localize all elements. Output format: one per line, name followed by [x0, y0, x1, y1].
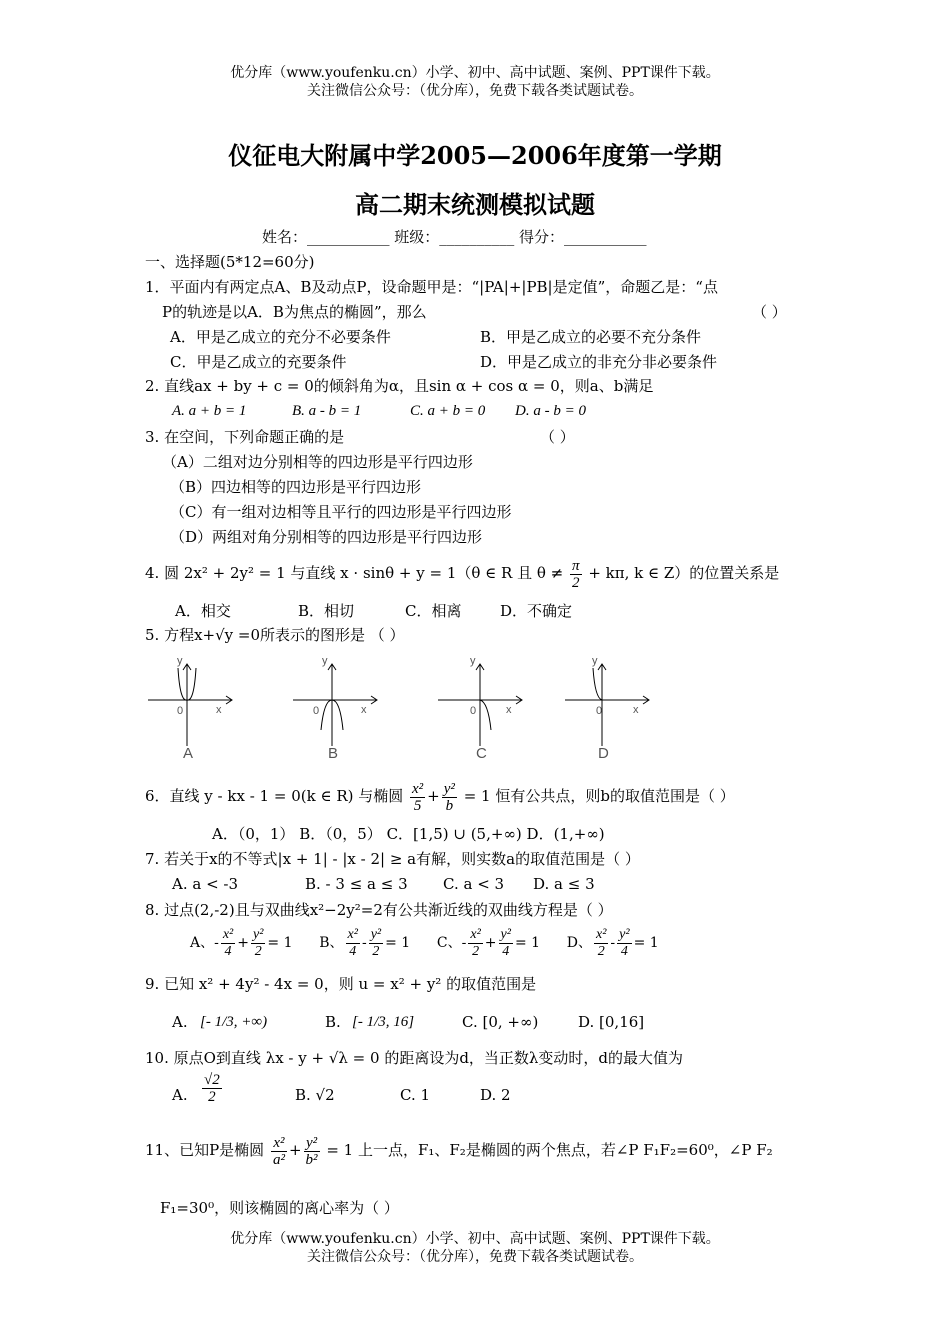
q8-d-label: D、 — [566, 935, 592, 951]
header-line-1: 优分库（www.youfenku.cn）小学、初中、高中试题、案例、PPT课件下载。 — [230, 65, 720, 81]
q3-answer-paren: （ ） — [540, 428, 575, 446]
q8-b-frac2-num: y² — [370, 926, 382, 942]
q8-c-frac1 — [468, 927, 482, 960]
q8-d-frac1 — [594, 927, 608, 960]
student-info-line: 姓名：___________ 班级：__________ 得分：___________ — [262, 228, 647, 246]
q8-c-eq: = 1 — [514, 935, 541, 951]
q11-stem-part-b: = 1 上一点，F₁、F₂是椭圆的两个焦点，若∠P F₁F₂=60⁰，∠P F₂ — [326, 1141, 773, 1159]
q8-a-frac1 — [221, 927, 235, 960]
q10-stem: 10. 原点O到直线 λx - y + √λ = 0 的距离设为d，当正数λ变动时，d的最大值为 — [145, 1049, 684, 1067]
q11-stem-part-a: 11、已知P是椭圆 — [145, 1141, 265, 1159]
q8-d-frac2-den: 4 — [620, 943, 628, 959]
q8-c-frac2 — [499, 927, 513, 960]
q6-frac1-num: x² — [412, 780, 424, 797]
q3-option-a: （A）二组对边分别相等的四边形是平行四边形 — [162, 453, 473, 471]
q8-b-frac1-den: 4 — [349, 943, 357, 959]
q1-option-d: D．甲是乙成立的非充分非必要条件 — [480, 353, 718, 371]
q7-option-b: B. - 3 ≤ a ≤ 3 — [305, 875, 408, 893]
q3-option-b: （B）四边相等的四边形是平行四边形 — [170, 478, 422, 496]
q8-d-frac1-den: 2 — [597, 943, 605, 959]
graph-d-curve — [593, 668, 602, 700]
q8-c-frac2-den: 4 — [502, 943, 510, 959]
q10-a-den: 2 — [208, 1089, 216, 1105]
q1-option-b: B．甲是乙成立的必要不充分条件 — [480, 328, 702, 346]
q11-frac2-num: y² — [304, 1135, 320, 1152]
q8-stem: 8. 过点(2,-2)且与双曲线x²−2y²=2有公共渐近线的双曲线方程是（ ） — [145, 901, 613, 919]
q8-b-frac2 — [369, 927, 383, 960]
graph-a-origin: 0 — [177, 705, 184, 717]
q11-stem-line-2: F₁=30⁰，则该椭圆的离心率为（ ） — [160, 1199, 399, 1217]
q8-option-a — [190, 926, 297, 959]
graph-c-x-label: x — [506, 704, 512, 716]
q10-option-b: B. √2 — [295, 1086, 335, 1104]
q8-c-frac1-den: 2 — [472, 943, 480, 959]
q9-option-a-value: [- 1/3, +∞) — [200, 1014, 268, 1030]
q11-stem: 11、已知P是椭圆 $\frac{\text{x²}}{\text{a²}}$ + $\frac{\text{y²}}{\text{b²}}$ = 1 上一点，F₁、F₂是椭圆的两个焦点，若∠P F₁F₂=60⁰，∠P F₂ — [145, 1134, 773, 1168]
q9-option-b-label: B. — [325, 1013, 341, 1031]
graph-c-origin: 0 — [470, 705, 477, 717]
q4-stem-part-b: + kπ, k ∈ Z）的位置关系是 — [588, 564, 780, 582]
q8-d-frac2 — [617, 927, 631, 960]
q8-b-label: B、 — [319, 935, 344, 951]
q8-options — [190, 922, 659, 964]
q2-option-b: B. a - b = 1 — [292, 403, 362, 419]
q4-stem — [145, 556, 779, 591]
q8-c-label: C、- — [436, 935, 467, 951]
q6-options: A．（0，1） B．（0，5） C．[1,5) ∪ (5,+∞) D．(1,+∞) — [212, 825, 605, 843]
q3-stem: 3. 在空间，下列命题正确的是 — [145, 428, 345, 446]
q8-d-eq: = 1 — [633, 935, 659, 951]
q10-option-c: C. 1 — [400, 1086, 431, 1104]
q4-fraction — [570, 558, 582, 591]
q9-stem: 9. 已知 x² + 4y² - 4x = 0，则 u = x² + y² 的取值范围是 — [145, 975, 537, 993]
graph-b-x-label: x — [361, 704, 367, 716]
graph-d-label: D — [598, 745, 609, 762]
q11-fraction-2 — [304, 1135, 320, 1168]
q5-graphs — [140, 650, 660, 765]
q8-a-frac2-num: y² — [253, 926, 264, 942]
q9-option-d: D. [0,16] — [578, 1013, 645, 1031]
header-line-2: 关注微信公众号：（优分库），免费下载各类试题试卷。 — [307, 83, 643, 99]
graph-b-label: B — [328, 745, 339, 762]
q9-option-c: C. [0, +∞) — [462, 1013, 539, 1031]
q1-stem-line-2: P的轨迹是以A．B为焦点的椭圆”，那么 — [162, 303, 427, 321]
q4-option-d: D．不确定 — [500, 602, 573, 620]
graph-a-y-label: y — [177, 655, 183, 667]
q8-d-frac1-num: x² — [596, 926, 607, 942]
q10-option-d: D. 2 — [480, 1086, 511, 1104]
q8-b-eq: = 1 — [385, 935, 411, 951]
q10-option-a-label: A. — [172, 1086, 188, 1104]
q4-option-c: C．相离 — [405, 602, 462, 620]
q7-option-a: A. a < -3 — [172, 875, 239, 893]
q8-b-frac2-den: 2 — [372, 943, 380, 959]
q6-stem: 6．直线 y - kx - 1 = 0(k ∈ R) 与椭圆 $\frac{\text{x²}}{5}$ + $\frac{\text{y²}}{b}$ = 1 恒有公共点，则b的取值范围是（ ） — [145, 780, 735, 814]
q8-c-frac1-num: x² — [470, 926, 481, 942]
q8-b-frac1-num: x² — [347, 926, 358, 942]
q4-option-a: A．相交 — [175, 602, 231, 620]
q1-answer-paren: （ ） — [752, 303, 787, 321]
q10-a-num: √2 — [204, 1072, 220, 1088]
q6-frac1-den: 5 — [413, 797, 422, 814]
q11-frac2-den: b² — [305, 1151, 318, 1168]
q8-option-b — [319, 926, 414, 959]
graph-c-label: C — [476, 745, 487, 762]
q8-a-frac2-den: 2 — [254, 943, 262, 959]
q8-option-c — [436, 926, 545, 959]
q8-a-label: A、- — [190, 935, 219, 951]
q8-d-frac2-num: y² — [619, 926, 630, 942]
q8-option-d — [566, 926, 659, 959]
graph-a-label: A — [183, 745, 194, 762]
q8-d-op: - — [610, 935, 616, 951]
q4-stem-part-a: 4. 圆 2x² + 2y² = 1 与直线 x · sinθ + y = 1（θ ∈ R 且 θ ≠ — [145, 564, 564, 582]
footer-line-2: 关注微信公众号：（优分库），免费下载各类试题试卷。 — [307, 1249, 643, 1265]
q8-c-op: + — [484, 935, 497, 951]
q3-option-c: （C）有一组对边相等且平行的四边形是平行四边形 — [170, 503, 512, 521]
graph-a-x-label: x — [216, 704, 222, 716]
q8-b-op: - — [361, 935, 367, 951]
q4-option-b: B．相切 — [298, 602, 355, 620]
q8-a-frac2 — [251, 927, 265, 960]
q2-stem: 2. 直线ax + by + c = 0的倾斜角为α，且sin α + cos α = 0，则a、b满足 — [145, 377, 654, 395]
q6-fraction-2 — [442, 781, 457, 814]
q8-b-frac1 — [346, 927, 360, 960]
page-subtitle: 高二期末统测模拟试题 — [355, 190, 595, 219]
q11-fraction-1 — [271, 1135, 287, 1168]
graph-c-y-label: y — [470, 655, 476, 667]
q9-option-a-label: A. — [172, 1013, 188, 1031]
graph-c-curve — [480, 700, 491, 730]
q11-frac1-den: a² — [272, 1151, 285, 1168]
q8-a-eq: = 1 — [267, 935, 293, 951]
footer-line-1: 优分库（www.youfenku.cn）小学、初中、高中试题、案例、PPT课件下载。 — [230, 1231, 720, 1247]
q9-option-b-value: [- 1/3, 16] — [352, 1014, 415, 1030]
q8-c-frac2-num: y² — [500, 926, 511, 942]
graph-d-origin: 0 — [596, 705, 603, 717]
q7-option-c: C. a < 3 — [443, 875, 505, 893]
q10-option-a-value — [200, 1072, 224, 1105]
q4-frac-den: 2 — [572, 574, 580, 591]
q6-fraction-1 — [410, 781, 425, 814]
q2-option-d: D. a - b = 0 — [515, 403, 586, 419]
q5-stem: 5. 方程x+√y =0所表示的图形是 （ ） — [145, 626, 405, 644]
q10-a-frac — [202, 1072, 222, 1105]
q4-frac-num: π — [572, 557, 580, 574]
q2-option-a: A. a + b = 1 — [172, 403, 247, 419]
q1-option-c: C．甲是乙成立的充要条件 — [170, 353, 347, 371]
graph-d-y-label: y — [592, 655, 598, 667]
q6-frac2-num: y² — [443, 780, 455, 797]
q8-a-frac1-den: 4 — [224, 943, 232, 959]
q7-stem: 7. 若关于x的不等式|x + 1| - |x - 2| ≥ a有解，则实数a的取值范围是（ ） — [145, 850, 640, 868]
q8-a-op: + — [237, 935, 249, 951]
q7-option-d: D. a ≤ 3 — [533, 875, 595, 893]
q2-option-c: C. a + b = 0 — [410, 403, 486, 419]
q6-stem-part-b: = 1 恒有公共点，则b的取值范围是（ ） — [463, 787, 735, 805]
q8-a-frac1-num: x² — [222, 926, 234, 942]
section-heading: 一、选择题(5*12=60分) — [145, 253, 315, 271]
q11-frac1-num: x² — [271, 1135, 287, 1152]
q6-frac2-den: b — [445, 797, 454, 814]
page-title: 仪征电大附属中学2005—2006年度第一学期 — [228, 141, 722, 170]
q3-option-d: （D）两组对角分别相等的四边形是平行四边形 — [170, 528, 483, 546]
q6-stem-part-a: 6．直线 y - kx - 1 = 0(k ∈ R) 与椭圆 — [145, 787, 404, 805]
q1-stem-line-1: 1．平面内有两定点A、B及动点P，设命题甲是：“|PA|+|PB|是定值”，命题乙是：“点 — [145, 278, 718, 296]
graph-d-x-label: x — [633, 704, 639, 716]
q1-option-a: A．甲是乙成立的充分不必要条件 — [170, 328, 391, 346]
graph-b-origin: 0 — [313, 705, 320, 717]
graph-b-y-label: y — [322, 655, 328, 667]
